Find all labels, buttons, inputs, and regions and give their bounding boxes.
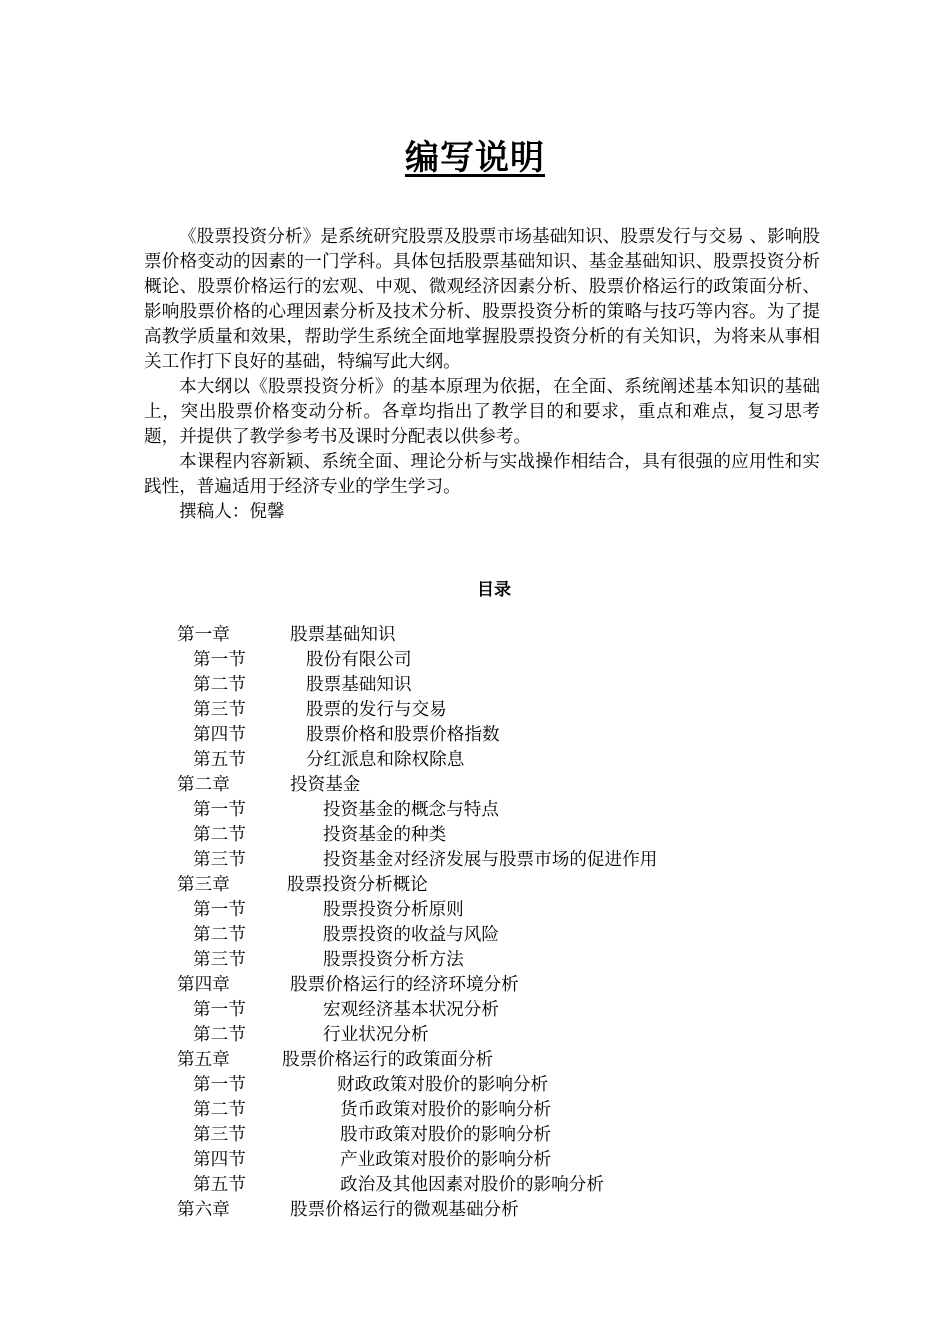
toc-section-title: 政治及其他因素对股价的影响分析 [340,1175,604,1195]
toc-section-label: 第五节 [193,1175,246,1195]
toc-chapter-label: 第五章 [177,1050,230,1070]
intro-section [144,225,820,525]
toc-section-title: 股份有限公司 [306,650,412,670]
toc-section-label: 第二节 [193,675,246,695]
page-title: 编写说明 [405,138,545,178]
toc-section-label: 第一节 [193,1000,246,1020]
toc-chapter-title: 投资基金 [290,775,361,795]
toc-title: 目录 [477,580,511,600]
toc-chapter-title: 股票价格运行的政策面分析 [282,1050,494,1070]
toc-chapter-label: 第四章 [177,975,230,995]
toc-section-title: 宏观经济基本状况分析 [323,1000,499,1020]
toc-section-title: 股票投资分析原则 [323,900,464,920]
toc-section-title: 财政政策对股价的影响分析 [337,1075,549,1095]
toc-section-label: 第二节 [193,1100,246,1120]
intro-paragraph: 本课程内容新颖、系统全面、理论分析与实战操作相结合，具有很强的应用性和实践性，普遍适用于经济专业的学生学习。 [144,452,820,497]
toc-section-label: 第一节 [193,800,246,820]
toc-section-label: 第三节 [193,850,246,870]
toc-section-label: 第三节 [193,950,246,970]
toc-section-label: 第二节 [193,825,246,845]
toc-section-title: 投资基金对经济发展与股票市场的促进作用 [323,850,658,870]
toc-chapter-title: 股票基础知识 [290,625,396,645]
toc-section-label: 第一节 [193,650,246,670]
toc-section-label: 第二节 [193,1025,246,1045]
toc-section-title: 货币政策对股价的影响分析 [340,1100,552,1120]
toc-section-label: 第三节 [193,1125,246,1145]
toc-section-title: 股票投资的收益与风险 [323,925,499,945]
toc-section-label: 第一节 [193,1075,246,1095]
toc-section-title: 分红派息和除权除息 [306,750,465,770]
toc-section-label: 第三节 [193,700,246,720]
toc-chapter-title: 股票投资分析概论 [287,875,428,895]
toc-section-label: 第五节 [193,750,246,770]
toc-section-label: 第二节 [193,925,246,945]
toc-chapter-label: 第六章 [177,1200,230,1220]
toc-section-title: 股市政策对股价的影响分析 [340,1125,552,1145]
toc-section-title: 投资基金的种类 [323,825,447,845]
toc-section-title: 产业政策对股价的影响分析 [340,1150,552,1170]
intro-paragraph: 本大纲以《股票投资分析》的基本原理为依据，在全面、系统阐述基本知识的基础上，突出股票价格变动分析。各章均指出了教学目的和要求，重点和难点，复习思考题，并提供了教学参考书及课时分配表以供参考。 [144,377,820,447]
toc-section-title: 股票投资分析方法 [323,950,464,970]
toc-chapter-title: 股票价格运行的微观基础分析 [290,1200,519,1220]
toc-section-title: 股票基础知识 [306,675,412,695]
toc-section-title: 行业状况分析 [323,1025,429,1045]
toc-section-label: 第一节 [193,900,246,920]
toc-section-label: 第四节 [193,725,246,745]
toc-section-title: 股票价格和股票价格指数 [306,725,500,745]
intro-paragraph: 《股票投资分析》是系统研究股票及股票市场基础知识、股票发行与交易 、影响股票价格变动的因素的一门学科。具体包括股票基础知识、基金基础知识、股票投资分析概论、股票价格运行的宏观、中观、微观经济因素分析、股票价格运行的政策面分析、影响股票价格的心理因素分析及技术分析、股票投资分析的策略与技巧等内容。为了提高教学质量和效果，帮助学生系统全面地掌握股票投资分析的有关知识，为将来从事相关工作打下良好的基础，特编写此大纲。 [144,227,820,372]
toc-chapter-title: 股票价格运行的经济环境分析 [290,975,519,995]
toc-chapter-label: 第一章 [177,625,230,645]
toc-chapter-label: 第二章 [177,775,230,795]
author-line: 撰稿人：倪馨 [179,502,285,522]
toc-section-label: 第四节 [193,1150,246,1170]
toc-section-title: 股票的发行与交易 [306,700,447,720]
toc-chapter-label: 第三章 [177,875,230,895]
toc-section-title: 投资基金的概念与特点 [323,800,499,820]
